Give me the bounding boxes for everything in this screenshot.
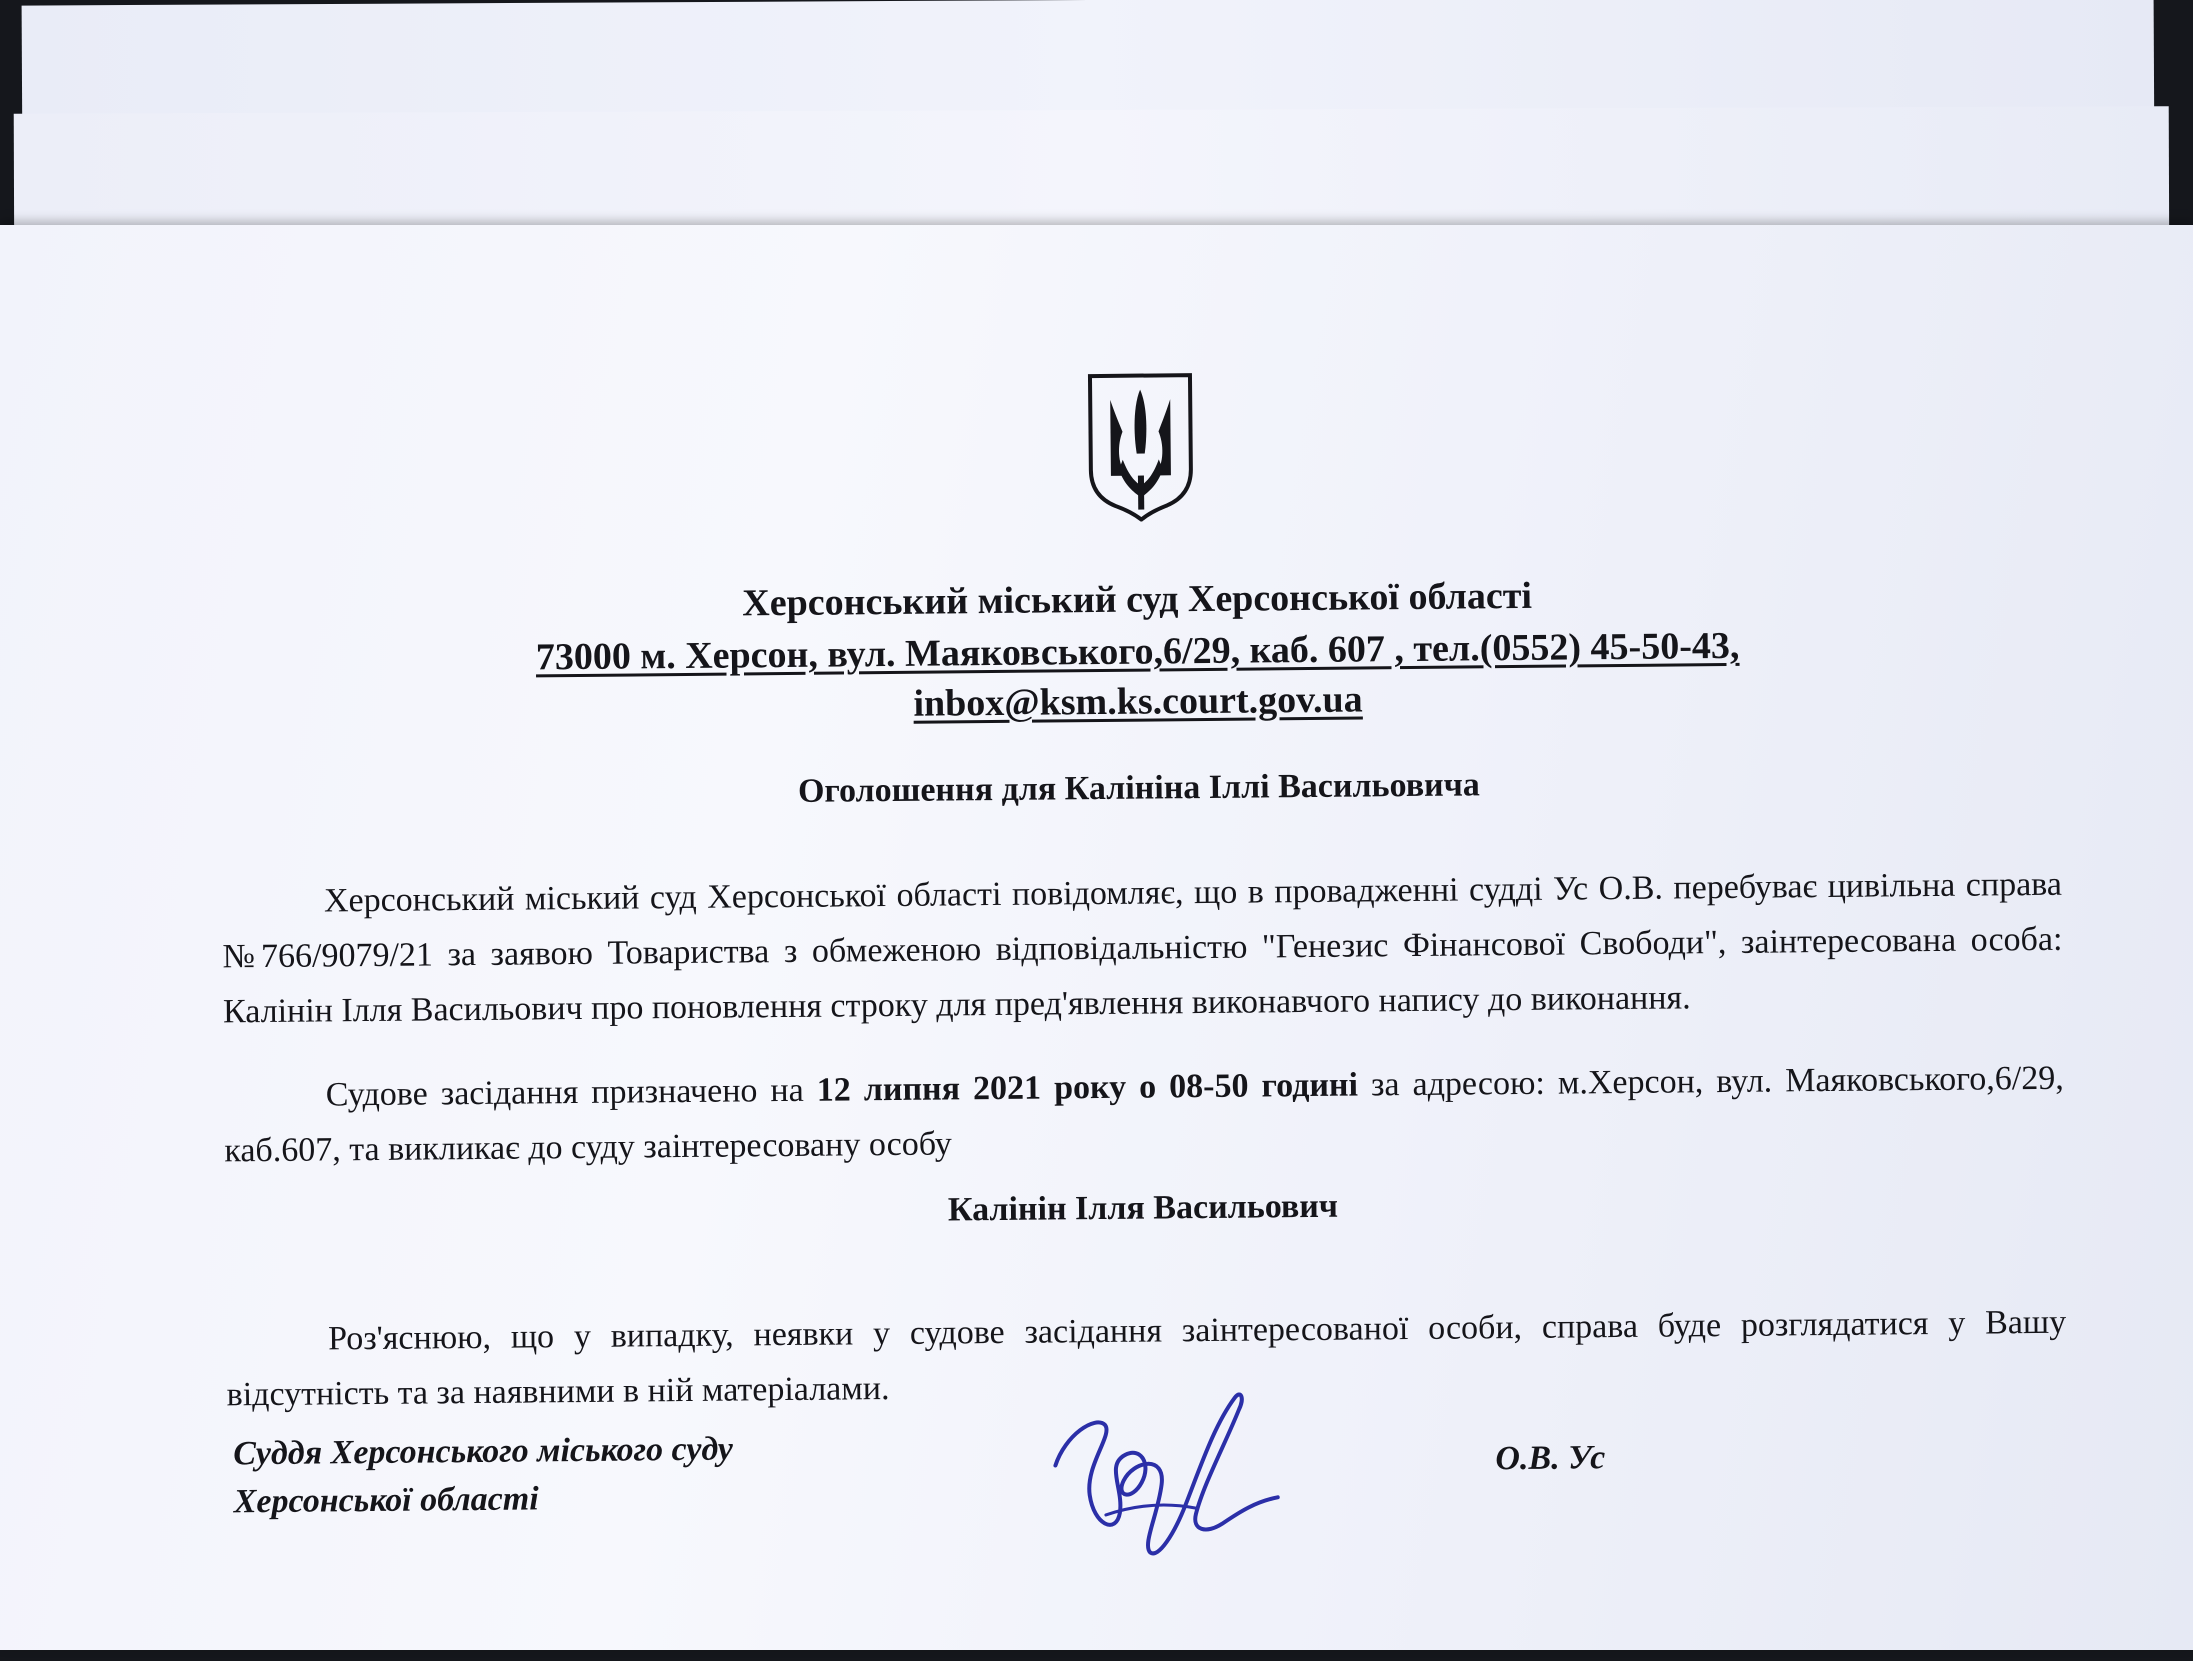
summoned-person-name: Калінін Ілля Васильович xyxy=(947,1187,1339,1229)
hearing-date-time: 12 липня 2021 року о 08-50 годині xyxy=(816,1066,1359,1109)
notice-title: Оголошення для Калініна Іллі Васильовича xyxy=(797,766,1481,810)
court-email: inbox@ksm.ks.court.gov.ua xyxy=(913,678,1363,725)
judge-title: Суддя Херсонського міського суду Херсонської області xyxy=(233,1430,734,1521)
court-name: Херсонський міський суд Херсонської області xyxy=(742,574,1533,625)
notice-paragraph-3: Роз'яснюю, що у випадку, неявки у судове засідання заінтересованої особи, справа буде розглядатися у Вашу відсутність та за наявними в ній матеріалами. xyxy=(226,1303,2067,1414)
handwritten-signature xyxy=(1045,1383,1287,1565)
notice-paragraph-1: Херсонський міський суд Херсонської області повідомляє, що в провадженні судді Ус О.В. перебуває цивільна справа №766/9079/21 за заявою Товариства з обмеженою відповідальністю "Генезис Фінансової Свободи", заінтересована особа: Калінін Ілля Васильович про поновлення строку для пред'явлення виконавчого напису до виконання. xyxy=(222,865,2063,1031)
notice-paragraph-2: Судове засідання призначено на 12 липня 2021 року о 08-50 годині за адресою: м.Херсон, вул. Маяковського,6/29, каб.607, та викликає до суду заінтересовану особу xyxy=(224,1059,2064,1170)
court-address: 73000 м. Херсон, вул. Маяковського,6/29, каб. 607 , тел.(0552) 45-50-43, xyxy=(535,624,1740,679)
coat-of-arms-icon xyxy=(1086,371,1195,522)
judge-name: О.В. Ус xyxy=(1495,1439,1606,1478)
